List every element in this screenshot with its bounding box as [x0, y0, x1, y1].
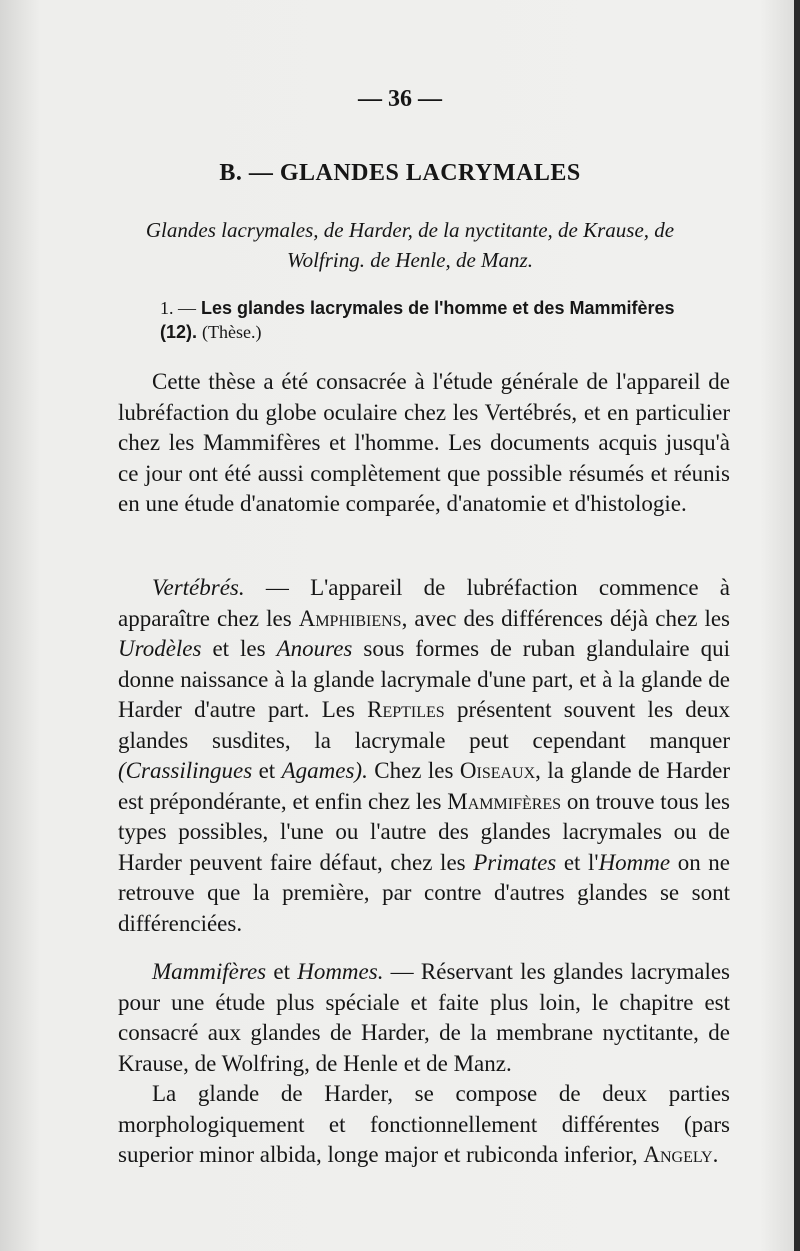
run: et l' — [556, 849, 599, 875]
run: présentent souvent les deux glandes susdites, la lacrymale peut cependant manquer — [118, 697, 730, 753]
run-crassilingues: (Crassilingues — [118, 758, 253, 783]
run-mammiferes: Mammifères — [447, 788, 562, 814]
section-subtitle: Glandes lacrymales, de Harder, de la nyctitante, de Krause, de Wolfring. de Henle, de Manz. — [145, 218, 675, 272]
subsection-number: 1. — — [160, 298, 196, 318]
run-angely: Angely. — [643, 1142, 719, 1167]
paragraph-3-text — [118, 957, 730, 1079]
run-mammiferes-italic: Mammifères — [152, 959, 267, 984]
run: et — [266, 959, 298, 984]
run-anoures: Anoures — [276, 636, 353, 661]
run: — L'appareil de lubréfaction commence à apparaître chez les — [118, 575, 730, 631]
paragraph-2-text — [118, 573, 730, 939]
run: et les — [201, 636, 277, 661]
run: , avec des différences déjà chez les — [401, 605, 730, 631]
run-vertebres: Vertébrés. — [152, 575, 245, 600]
run: , la glande de Harder est prépondérante, et enfin chez les — [118, 758, 730, 814]
run: Chez les — [367, 758, 460, 783]
run-oiseaux: Oiseaux — [459, 758, 536, 783]
paragraph-1 — [118, 367, 730, 520]
run-hommes: Hommes. — [297, 959, 384, 984]
run: et — [252, 758, 282, 783]
run: — Réservant les glandes lacrymales pour une étude plus spéciale et faite plus loin, le chapitre est consacré aux glandes de Harder, de la membrane nyctitante, de Krause, de Wolfring, de Henle et de Manz. — [118, 959, 731, 1076]
paragraph-2 — [118, 573, 730, 939]
paragraph-3 — [118, 957, 730, 1171]
paragraph-1-text: Cette thèse a été consacrée à l'étude générale de l'appareil de lubréfaction du globe oculaire chez les Vertébrés, et en particulier chez les Mammifères et l'homme. Les documents acquis jusqu'à ce jour ont été aussi complètement que possible résumés et réunis en une étude d'anatomie comparée, d'anatomie et d'histologie. — [118, 369, 730, 516]
run-urodeles: Urodèles — [118, 636, 202, 661]
subsection-reference: (Thèse.) — [202, 322, 262, 342]
section-title: B. — GLANDES LACRYMALES — [219, 160, 581, 186]
page-number: — 36 — — [358, 86, 442, 112]
run-amphibiens: Amphibiens — [298, 605, 402, 631]
run: sous formes de ruban glandulaire qui donne naissance à la glande lacrymale d'une part, et à la glande de Harder d'autre part. Les — [118, 636, 730, 722]
page-edge-shadow — [794, 0, 800, 1251]
run: on trouve tous les types possibles, l'une ou l'autre des glandes lacrymales ou de Harder peuvent faire défaut, chez les — [118, 788, 731, 875]
run: La glande de Harder, se compose de deux parties morphologiquement et fonctionnellement différentes (pars superior minor albida, longe major et rubiconda inferior, — [118, 1081, 730, 1167]
subsection-heading — [160, 296, 700, 344]
run-reptiles: Reptiles — [367, 697, 445, 722]
subsection-title: Les glandes lacrymales de l'homme et des Mammifères (12). — [160, 298, 675, 342]
run: on ne retrouve que la première, par contre d'autres glandes se sont différenciées. — [118, 849, 730, 936]
run-primates: Primates — [473, 849, 557, 875]
run-agames: Agames). — [281, 758, 368, 783]
paragraph-4-text — [118, 1079, 730, 1171]
run-homme: Homme — [598, 849, 671, 875]
